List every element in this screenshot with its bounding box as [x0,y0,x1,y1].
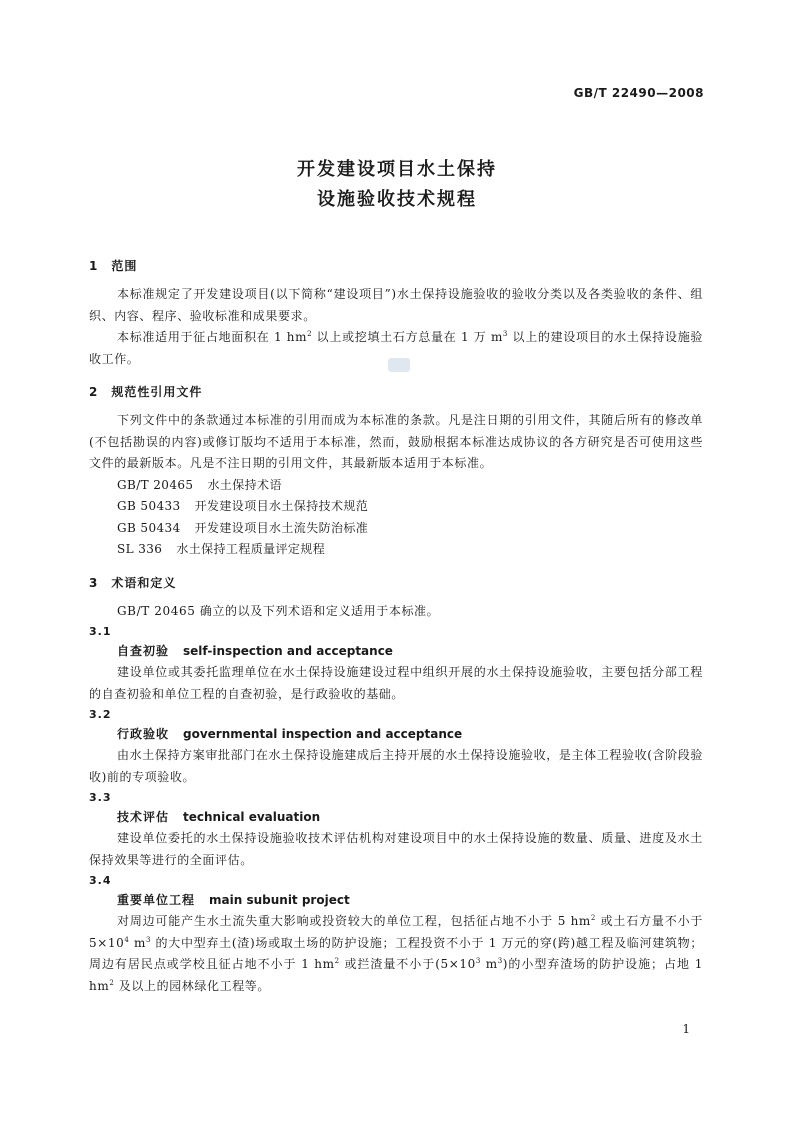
document-title-line1: 开发建设项目水土保持 [297,159,497,180]
term-heading: 行政验收 governmental inspection and acceptance [117,727,463,741]
term-number: 3.2 [89,708,112,721]
term-heading: 重要单位工程 main subunit project [117,893,350,907]
term-number: 3.3 [89,791,112,804]
reference-item: GB 50433 开发建设项目水土保持技术规范 [117,499,369,513]
term-number: 3.1 [89,625,112,638]
paragraph: 本标准规定了开发建设项目(以下简称“建设项目”)水土保持设施验收的验收分类以及各类验收的条件、组织、内容、程序、验收标准和成果要求。 [89,287,703,323]
term-definition: 建设单位委托的水土保持设施验收技术评估机构对建设项目中的水土保持设施的数量、质量、进度及水土保持效果等进行的全面评估。 [89,831,703,867]
reference-item: GB/T 20465 水土保持术语 [117,477,282,492]
term-definition: 由水土保持方案审批部门在水土保持设施建成后主持开展的水土保持设施验收，是主体工程验收(含阶段验收)前的专项验收。 [89,748,703,784]
section-heading-terms: 3 术语和定义 [89,575,177,590]
document-code: GB/T 22490—2008 [573,86,704,100]
paragraph: GB/T 20465 确立的以及下列术语和定义适用于本标准。 [117,603,440,618]
section-heading-scope: 1 范围 [89,259,138,273]
section-heading-normative-references: 2 规范性引用文件 [89,385,203,399]
paragraph: 下列文件中的条款通过本标准的引用而成为本标准的条款。凡是注日期的引用文件，其随后所有的修改单(不包括勘误的内容)或修订版均不适用于本标准，然而，鼓励根据本标准达成协议的各方研究是否可使用这些文件的最新版本。凡是不注日期的引用文件，其最新版本适用于本标准。 [89,413,703,470]
reference-item: GB 50434 开发建设项目水土流失防治标准 [117,520,369,535]
paragraph: 本标准适用于征占地面积在 1 $hm^2$ 以上或挖填土石方总量在 1 万 $m^3$ 以上的建设项目的水土保持设施验收工作。 [89,330,703,366]
term-definition: 对周边可能产生水土流失重大影响或投资较大的单位工程，包括征占地不小于 5 $hm^2$ 或土石方量不小于 $5\times 10^4$ $m^3$ 的大中型弃土(渣)场或取土场的防护设施；工程投资不小于 1 万元的穿(跨)越工程及临河建筑物；周边有居民点或学校且征占地不小于 1 $hm^2$ 或拦渣量不小于($5\times 10^3$ $m^3$)的小型弃渣场的防护设施；占地 1 $hm^2$ 及以上的园林绿化工程等。 [89,914,703,993]
reference-item: SL 336 水土保持工程质量评定规程 [117,542,326,556]
term-heading: 自查初验 self-inspection and acceptance [117,644,393,658]
page-number: 1 [682,1022,690,1036]
document-title-line2: 设施验收技术规程 [317,189,477,210]
term-definition: 建设单位或其委托监理单位在水土保持设施建设过程中组织开展的水土保持设施验收，主要包括分部工程的自查初验和单位工程的自查初验，是行政验收的基础。 [89,665,703,701]
term-heading: 技术评估 technical evaluation [117,810,321,824]
document-body [89,256,703,997]
term-number: 3.4 [89,874,112,887]
